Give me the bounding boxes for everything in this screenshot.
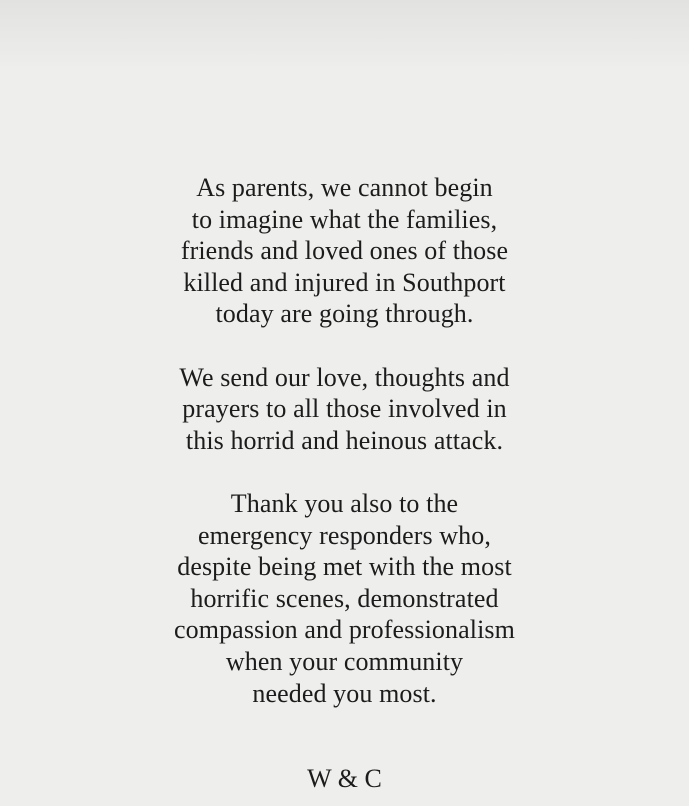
paragraph-condolence bbox=[0, 172, 689, 330]
text-line: horrific scenes, demonstrated bbox=[190, 583, 499, 613]
text-line: prayers to all those involved in bbox=[182, 394, 507, 424]
text-line: needed you most. bbox=[252, 678, 437, 708]
text-line: killed and injured in Southport bbox=[183, 267, 506, 297]
text-line: emergency responders who, bbox=[198, 520, 491, 550]
text-line: to imagine what the families, bbox=[191, 204, 498, 234]
text-line: when your community bbox=[225, 646, 464, 676]
text-line: this horrid and heinous attack. bbox=[185, 425, 504, 455]
text-line: today are going through. bbox=[215, 299, 474, 329]
text-line: friends and loved ones of those bbox=[180, 236, 509, 266]
text-line: despite being met with the most bbox=[177, 552, 512, 582]
signature: W & C bbox=[307, 764, 382, 793]
statement-text bbox=[0, 172, 689, 709]
paragraph-thoughts bbox=[0, 362, 689, 457]
top-shade bbox=[0, 0, 689, 70]
paragraph-thanks bbox=[0, 488, 689, 709]
text-line: As parents, we cannot begin bbox=[196, 173, 493, 202]
text-line: We send our love, thoughts and bbox=[179, 362, 510, 392]
text-line: compassion and professionalism bbox=[174, 615, 515, 645]
text-line: Thank you also to the bbox=[230, 488, 459, 518]
